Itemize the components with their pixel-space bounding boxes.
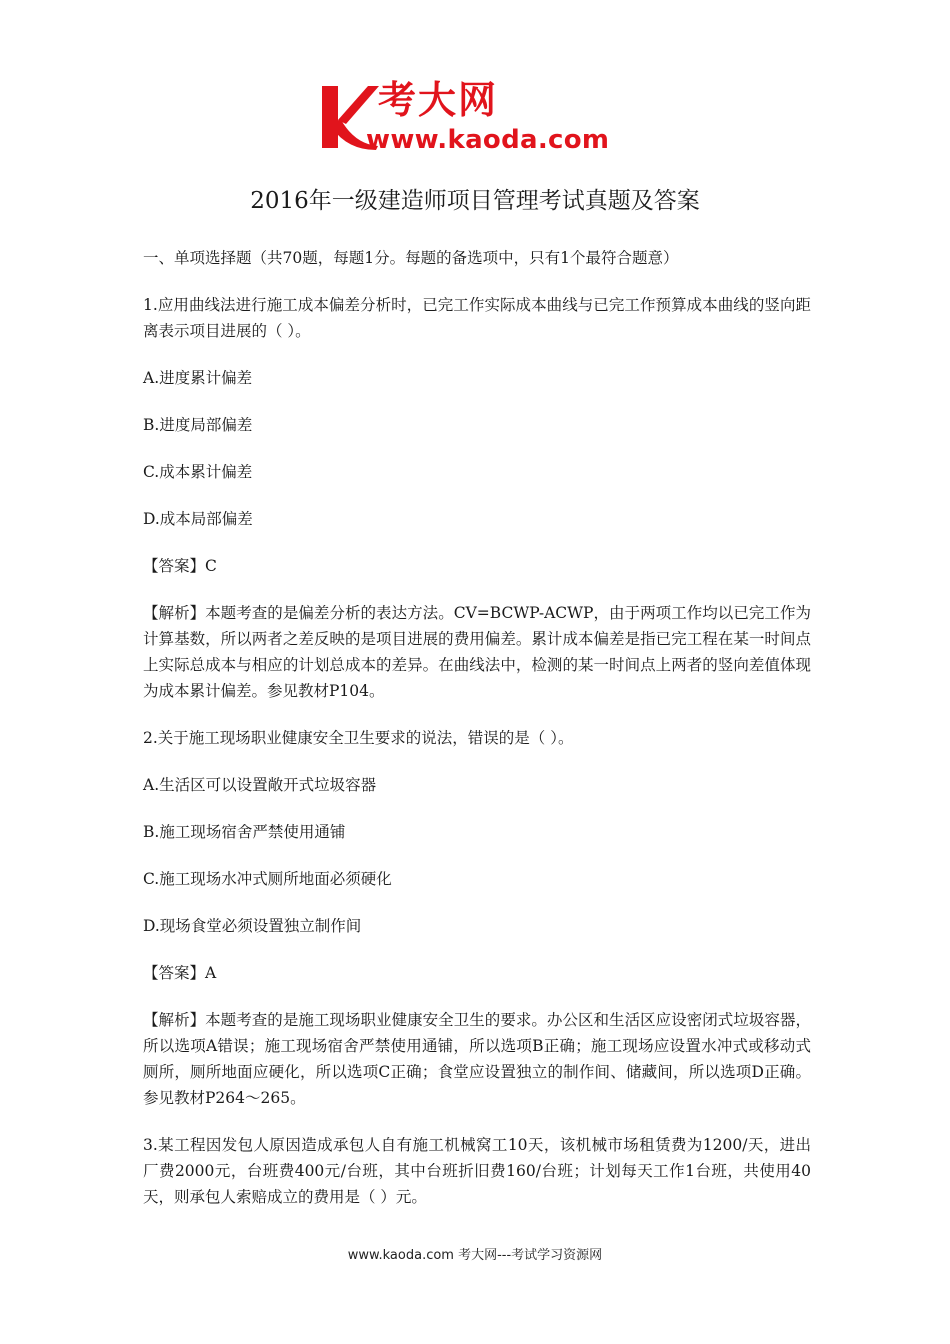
document-body (143, 245, 811, 1231)
option-b: B.施工现场宿舍严禁使用通铺 (143, 823, 346, 841)
option-c: C.成本累计偏差 (143, 463, 253, 481)
option-a: A.进度累计偏差 (143, 369, 253, 387)
question-stem: 1.应用曲线法进行施工成本偏差分析时，已完工作实际成本曲线与已完工作预算成本曲线的竖向距离表示项目进展的（ ）。 (143, 296, 811, 340)
option-a: A.生活区可以设置敞开式垃圾容器 (143, 776, 377, 794)
option-d: D.现场食堂必须设置独立制作间 (143, 917, 362, 935)
analysis: 【解析】本题考查的是偏差分析的表达方法。CV=BCWP-ACWP，由于两项工作均以已完工作为计算基数，所以两者之差反映的是项目进展的费用偏差。累计成本偏差是指已完工程在某一时间点上实际总成本与相应的计划总成本的差异。在曲线法中，检测的某一时间点上两者的竖向差值体现为成本累计偏差。参见教材P104。 (143, 604, 811, 700)
kaoda-logo (318, 78, 636, 158)
analysis: 【解析】本题考查的是施工现场职业健康安全卫生的要求。办公区和生活区应设密闭式垃圾容器，所以选项A错误；施工现场宿舍严禁使用通铺，所以选项B正确；施工现场应设置水冲式或移动式厕所，厕所地面应硬化，所以选项C正确；食堂应设置独立的制作间、储藏间，所以选项D正确。参见教材P264～265。 (143, 1011, 811, 1107)
section-heading: 一、单项选择题（共70题，每题1分。每题的备选项中，只有1个最符合题意） (143, 249, 679, 267)
document-title: 2016年一级建造师项目管理考试真题及答案 (250, 188, 700, 214)
logo-url-text: www.kaoda.com (366, 125, 610, 155)
option-c: C.施工现场水冲式厕所地面必须硬化 (143, 870, 392, 888)
answer: 【答案】C (143, 557, 217, 575)
question-stem: 2.关于施工现场职业健康安全卫生要求的说法，错误的是（ ）。 (143, 729, 574, 747)
page-footer: www.kaoda.com 考大网---考试学习资源网 (347, 1248, 603, 1263)
option-b: B.进度局部偏差 (143, 416, 253, 434)
question-stem: 3.某工程因发包人原因造成承包人自有施工机械窝工10天，该机械市场租赁费为1200/天，进出厂费2000元，台班费400元/台班，其中台班折旧费160/台班；计划每天工作1台班，共使用40天，则承包人索赔成立的费用是（ ）元。 (143, 1136, 811, 1206)
answer: 【答案】A (143, 964, 217, 982)
logo-brand-text: 考大网 (378, 78, 499, 122)
option-d: D.成本局部偏差 (143, 510, 253, 528)
